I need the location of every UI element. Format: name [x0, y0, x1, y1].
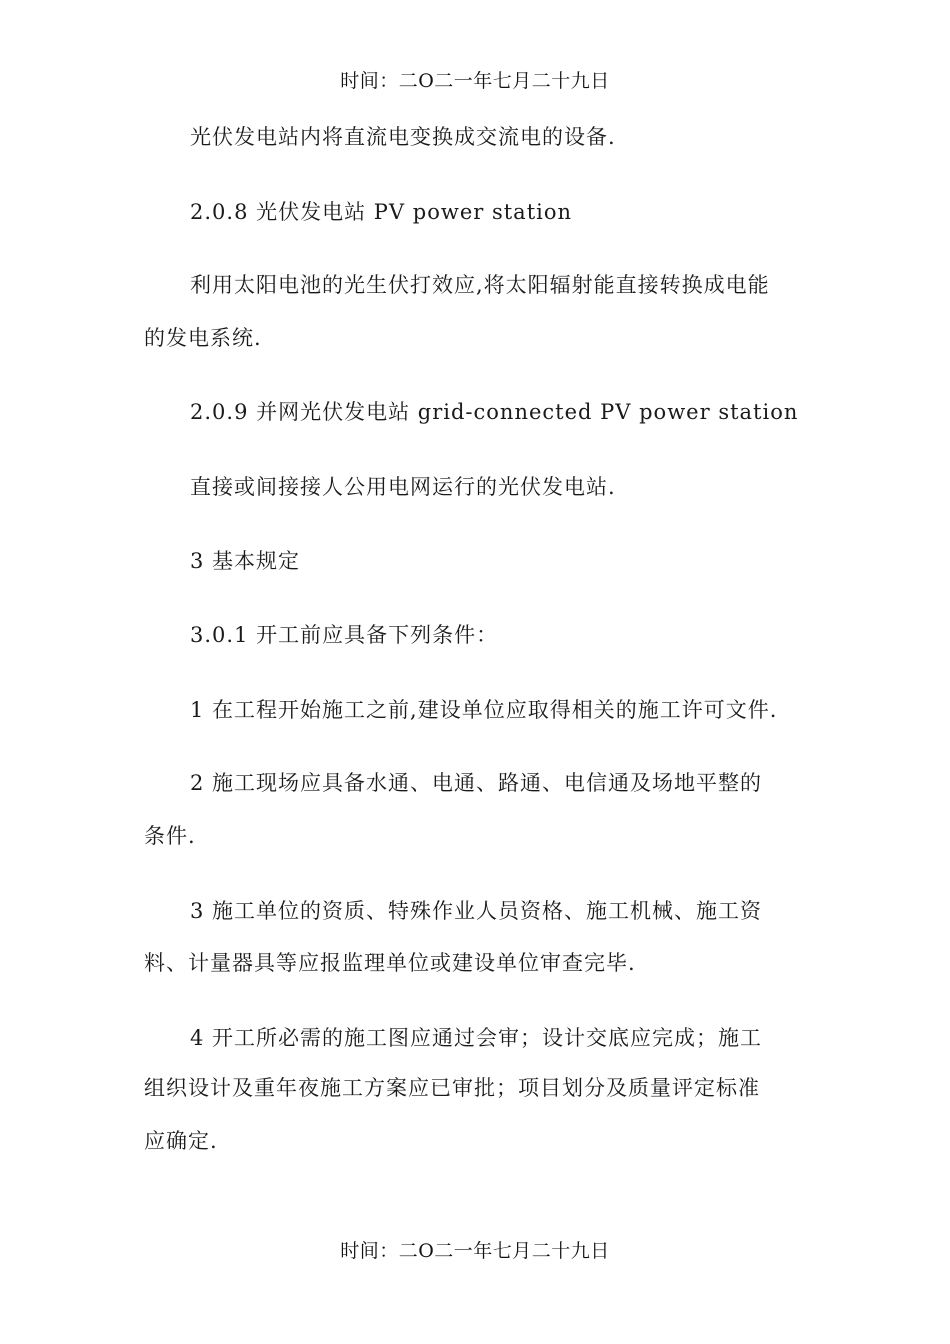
page-footer: 时间：二O二一年七月二十九日	[340, 1240, 610, 1262]
condition-item-4-line-3: 应确定.	[144, 1129, 218, 1153]
page-header: 时间：二O二一年七月二十九日	[340, 70, 610, 92]
condition-item-2-line-1: 2 施工现场应具备水通、电通、路通、电信通及场地平整的	[190, 771, 763, 795]
paragraph-pv-station-line-1: 利用太阳电池的光生伏打效应,将太阳辐射能直接转换成电能	[190, 273, 770, 297]
paragraph-pv-station-line-2: 的发电系统.	[144, 326, 262, 350]
condition-item-1: 1 在工程开始施工之前,建设单位应取得相关的施工许可文件.	[190, 698, 778, 722]
paragraph-inverter-definition: 光伏发电站内将直流电变换成交流电的设备.	[190, 125, 616, 149]
condition-item-3-line-1: 3 施工单位的资质、特殊作业人员资格、施工机械、施工资	[190, 899, 763, 923]
condition-item-4-line-1: 4 开工所必需的施工图应通过会审；设计交底应完成；施工	[190, 1026, 763, 1050]
clause-3-0-1-heading: 3.0.1 开工前应具备下列条件：	[190, 623, 499, 647]
term-2-0-8-heading: 2.0.8 光伏发电站 PV power station	[190, 200, 573, 224]
condition-item-4-line-2: 组织设计及重年夜施工方案应已审批；项目划分及质量评定标准	[144, 1076, 760, 1100]
condition-item-3-line-2: 料、计量器具等应报监理单位或建设单位审查完毕.	[144, 951, 636, 975]
condition-item-2-line-2: 条件.	[144, 824, 196, 848]
paragraph-grid-connected-definition: 直接或间接接人公用电网运行的光伏发电站.	[190, 475, 616, 499]
section-3-heading: 3 基本规定	[190, 549, 301, 573]
term-2-0-9-heading: 2.0.9 并网光伏发电站 grid-connected PV power station	[190, 400, 799, 424]
